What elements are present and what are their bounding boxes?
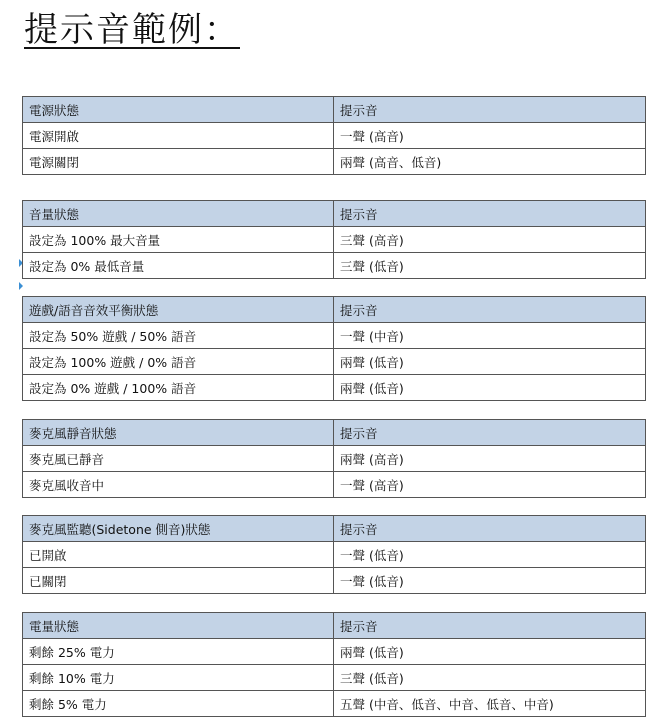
table-header-row	[23, 201, 646, 227]
header-tone-cell: 提示音	[334, 516, 646, 542]
state-cell: 剩餘 10% 電力	[23, 665, 334, 691]
table-row	[23, 253, 646, 279]
tone-cell: 兩聲 (高音)	[334, 446, 646, 472]
table-row	[23, 446, 646, 472]
row-marker-icon	[19, 282, 23, 290]
table-row	[23, 123, 646, 149]
table-row	[23, 691, 646, 717]
table-row	[23, 375, 646, 401]
table-row	[23, 472, 646, 498]
state-cell: 電源關閉	[23, 149, 334, 175]
table-header-row	[23, 613, 646, 639]
table-header-row	[23, 297, 646, 323]
state-cell: 電源開啟	[23, 123, 334, 149]
tone-cell: 兩聲 (低音)	[334, 349, 646, 375]
header-state-cell: 電量狀態	[23, 613, 334, 639]
table-row	[23, 149, 646, 175]
tone-cell: 三聲 (低音)	[334, 665, 646, 691]
header-state-cell: 麥克風監聽(Sidetone 側音)狀態	[23, 516, 334, 542]
table-row	[23, 542, 646, 568]
state-cell: 麥克風收音中	[23, 472, 334, 498]
battery-table	[22, 612, 646, 717]
tone-cell: 一聲 (高音)	[334, 472, 646, 498]
header-state-cell: 電源狀態	[23, 97, 334, 123]
state-cell: 已開啟	[23, 542, 334, 568]
state-cell: 剩餘 5% 電力	[23, 691, 334, 717]
header-tone-cell: 提示音	[334, 297, 646, 323]
table-row	[23, 227, 646, 253]
power-table	[22, 96, 646, 175]
tone-cell: 一聲 (高音)	[334, 123, 646, 149]
mic-mute-table	[22, 419, 646, 498]
header-tone-cell: 提示音	[334, 613, 646, 639]
tone-cell: 一聲 (中音)	[334, 323, 646, 349]
tone-cell: 三聲 (高音)	[334, 227, 646, 253]
state-cell: 麥克風已靜音	[23, 446, 334, 472]
state-cell: 已關閉	[23, 568, 334, 594]
table-header-row	[23, 420, 646, 446]
tone-cell: 一聲 (低音)	[334, 542, 646, 568]
table-header-row	[23, 516, 646, 542]
state-cell: 設定為 0% 最低音量	[23, 253, 334, 279]
table-row	[23, 639, 646, 665]
tone-cell: 兩聲 (低音)	[334, 375, 646, 401]
state-cell: 剩餘 25% 電力	[23, 639, 334, 665]
header-tone-cell: 提示音	[334, 201, 646, 227]
table-row	[23, 665, 646, 691]
header-tone-cell: 提示音	[334, 420, 646, 446]
tone-cell: 一聲 (低音)	[334, 568, 646, 594]
state-cell: 設定為 100% 遊戲 / 0% 語音	[23, 349, 334, 375]
tone-cell: 五聲 (中音、低音、中音、低音、中音)	[334, 691, 646, 717]
sidetone-table	[22, 515, 646, 594]
header-state-cell: 麥克風靜音狀態	[23, 420, 334, 446]
tone-cell: 三聲 (低音)	[334, 253, 646, 279]
tone-cell: 兩聲 (高音、低音)	[334, 149, 646, 175]
header-state-cell: 遊戲/語音音效平衡狀態	[23, 297, 334, 323]
table-row	[23, 349, 646, 375]
state-cell: 設定為 50% 遊戲 / 50% 語音	[23, 323, 334, 349]
volume-table	[22, 200, 646, 279]
tone-cell: 兩聲 (低音)	[334, 639, 646, 665]
table-row	[23, 568, 646, 594]
table-row	[23, 323, 646, 349]
page-title: 提示音範例：	[24, 10, 240, 50]
balance-table	[22, 296, 646, 401]
state-cell: 設定為 0% 遊戲 / 100% 語音	[23, 375, 334, 401]
state-cell: 設定為 100% 最大音量	[23, 227, 334, 253]
header-tone-cell: 提示音	[334, 97, 646, 123]
table-header-row	[23, 97, 646, 123]
header-state-cell: 音量狀態	[23, 201, 334, 227]
